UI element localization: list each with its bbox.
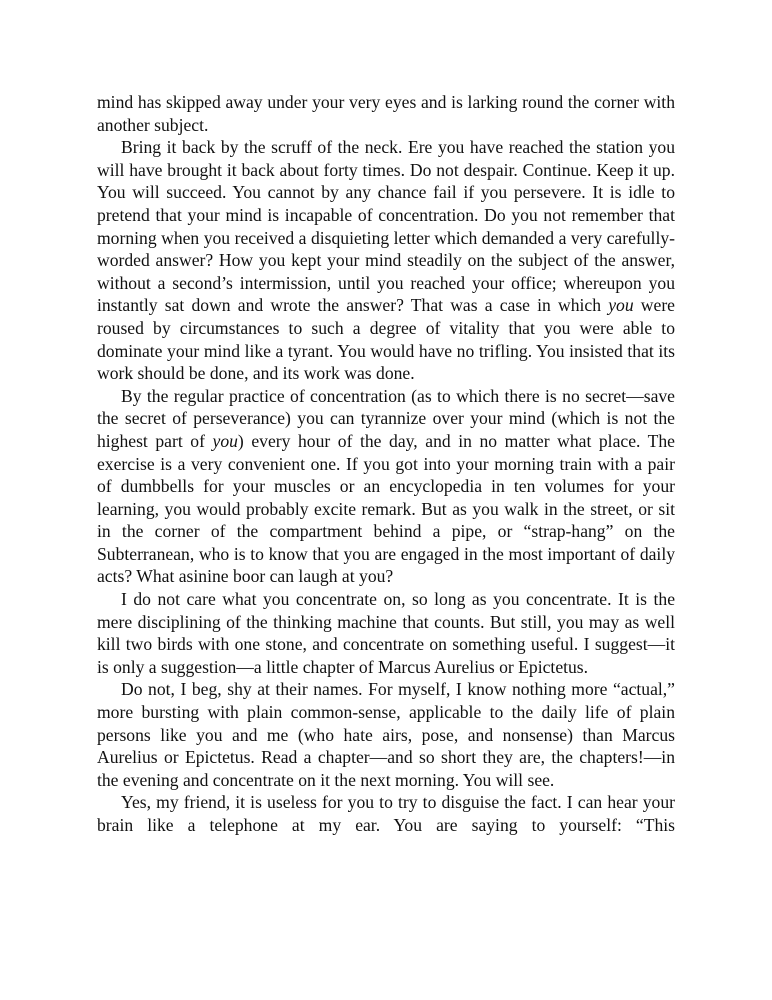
paragraph-4-text: I do not care what you concentrate on, so long as you concentrate. It is the mere disciplining of the thinking machine that counts. But still, you may as well kill two birds with one stone, and concentrate on something useful. I suggest—it is only a suggestion—a little chapter of Marcus Aurelius or Epictetus. bbox=[97, 589, 675, 677]
page-body bbox=[97, 91, 675, 837]
paragraph-4 bbox=[97, 588, 675, 678]
paragraph-5-text: Do not, I beg, shy at their names. For myself, I know nothing more “actual,” more bursting with plain common-sense, applicable to the daily life of plain persons like you and me (who hate airs, pose, and nonsense) than Marcus Aurelius or Epictetus. Read a chapter—and so short they are, the chapters!—in the evening and concentrate on it the next morning. You will see. bbox=[97, 679, 675, 790]
paragraph-5 bbox=[97, 678, 675, 791]
paragraph-3-text-a: By the regular practice of concentration (as to which there is no secret—save the secret of perseverance) you can tyrannize over your mind (which is not the highest part of bbox=[97, 385, 675, 451]
paragraph-3-emphasis: you bbox=[212, 430, 238, 451]
paragraph-1 bbox=[97, 91, 675, 136]
paragraph-2-text-a: Bring it back by the scruff of the neck. Ere you have reached the station you will have brought it back about forty times. Do not despair. Continue. Keep it up. You will succeed. You cannot by any chance fail if you persevere. It is idle to pretend that your mind is incapable of concentration. Do you not remember that morning when you received a disquieting letter which demanded a very carefully-worded answer? How you kept your mind steadily on the subject of the answer, without a second’s intermission, until you reached your office; whereupon you instantly sat down and wrote the answer? That was a case in which bbox=[97, 137, 675, 316]
paragraph-2-text-b: were roused by circumstances to such a degree of vitality that you were able to dominate your mind like a tyrant. You would have no trifling. You insisted that its work should be done, and its work was done. bbox=[97, 295, 675, 384]
paragraph-6-text: Yes, my friend, it is useless for you to try to disguise the fact. I can hear your brain like a telephone at my ear. You are saying to yourself: “This bbox=[97, 792, 675, 835]
paragraph-2-emphasis: you bbox=[608, 295, 634, 316]
paragraph-1-text: mind has skipped away under your very eyes and is larking round the corner with another subject. bbox=[97, 92, 675, 135]
paragraph-3-text-b: ) every hour of the day, and in no matter what place. The exercise is a very convenient one. If you got into your morning train with a pair of dumbbells for your muscles or an encyclopedia in ten volumes for your learning, you would probably excite remark. But as you walk in the street, or sit in the corner of the compartment behind a pipe, or “strap-hang” on the Subterranean, who is to know that you are engaged in the most important of daily acts? What asinine boor can laugh at you? bbox=[97, 430, 675, 587]
paragraph-2 bbox=[97, 136, 675, 385]
paragraph-3 bbox=[97, 385, 675, 588]
paragraph-6 bbox=[97, 791, 675, 836]
